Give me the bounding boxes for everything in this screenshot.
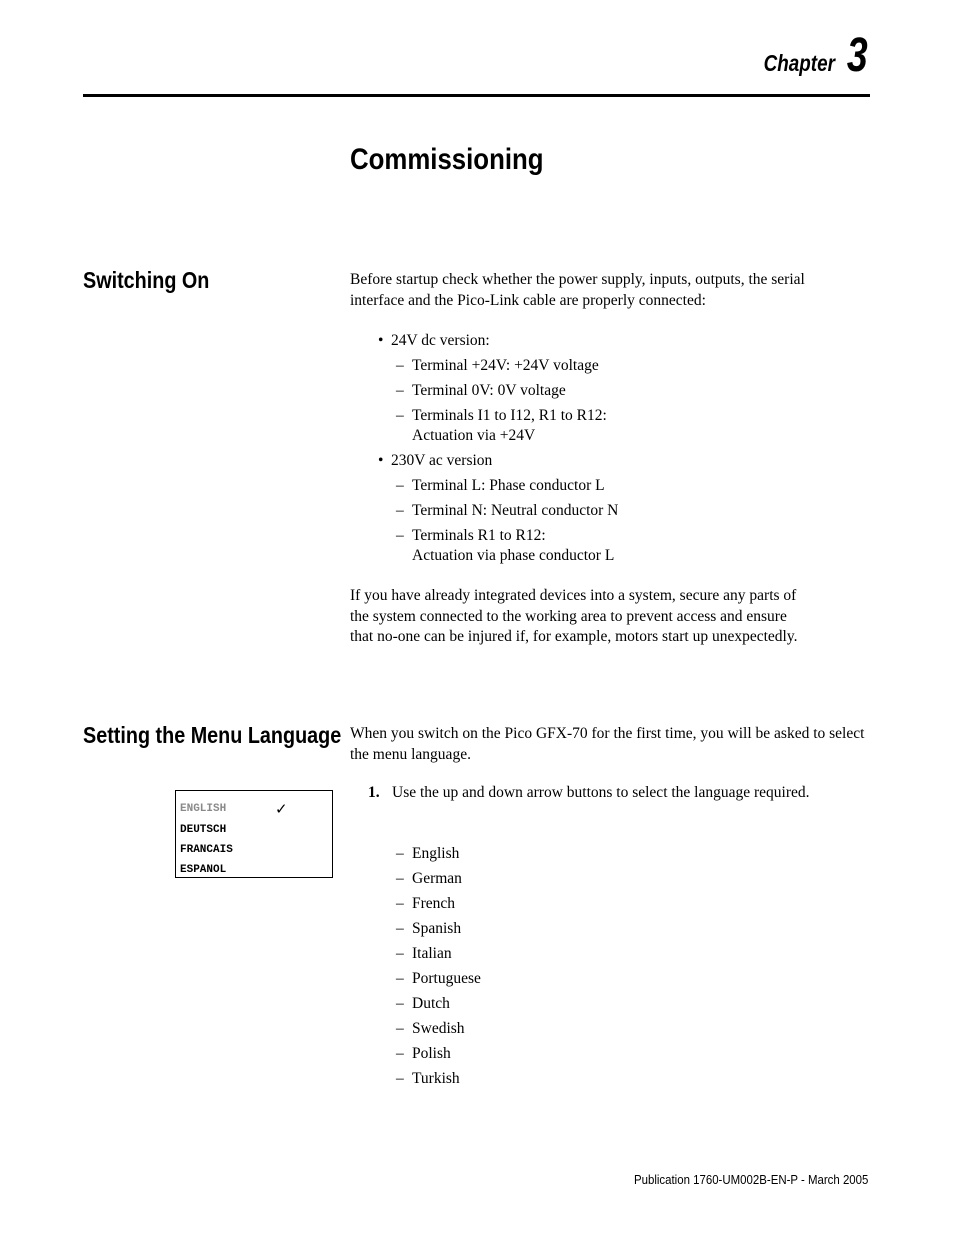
language-item <box>396 869 481 894</box>
language-item <box>396 919 481 944</box>
dash-icon: – <box>396 1045 404 1062</box>
header-rule <box>83 94 870 97</box>
list-item-text: Terminal 0V: 0V voltage <box>412 382 566 399</box>
language-label: Portuguese <box>412 970 481 987</box>
bullet-label: 24V dc version: <box>391 332 490 349</box>
language-label: Spanish <box>412 920 462 937</box>
publication-footer: Publication 1760-UM002B-EN-P - March 2005 <box>633 1172 868 1187</box>
dash-icon: – <box>396 920 404 937</box>
dash-icon: – <box>396 1020 404 1037</box>
dash-icon: – <box>396 382 404 399</box>
bullet-icon: • <box>378 332 384 349</box>
language-item <box>396 844 481 869</box>
language-label: French <box>412 895 456 912</box>
dash-icon: – <box>396 1070 404 1087</box>
dash-icon: – <box>396 870 404 887</box>
list-item-text: Terminal +24V: +24V voltage <box>412 357 599 374</box>
bullet-label: 230V ac version <box>391 452 493 469</box>
list-item-text: Terminal N: Neutral conductor N <box>412 502 619 519</box>
dash-icon: – <box>396 895 404 912</box>
language-list <box>396 844 481 1094</box>
language-label: Polish <box>412 1045 451 1062</box>
list-item-text: Terminals R1 to R12: <box>412 527 546 544</box>
language-item <box>396 894 481 919</box>
language-item <box>396 1019 481 1044</box>
list-item-text: Terminal L: Phase conductor L <box>412 477 605 494</box>
menu-language-intro: When you switch on the Pico GFX-70 for the first time, you will be asked to select the menu language. <box>350 725 865 763</box>
checkmark-icon: ✓ <box>275 800 288 818</box>
dash-icon: – <box>396 407 404 424</box>
list-item <box>396 476 605 496</box>
bullet-230v-ac <box>378 451 492 471</box>
chapter-label: Chapter <box>764 50 836 76</box>
dash-icon: – <box>396 477 404 494</box>
dash-icon: – <box>396 970 404 987</box>
display-row-espanol: ESPANOL <box>180 864 227 876</box>
step-text: Use the up and down arrow buttons to select the language required. <box>392 784 810 801</box>
list-item <box>396 356 599 376</box>
dash-icon: – <box>396 845 404 862</box>
list-item <box>396 526 614 566</box>
chapter-number: 3 <box>847 29 868 82</box>
language-label: English <box>412 845 460 862</box>
switching-on-warning: If you have already integrated devices into a system, secure any parts of the system connected to the working area to prevent access and ensure that no-one can be injured if, for example, motors start up unexpectedly. <box>350 587 798 645</box>
language-label: Turkish <box>412 1070 460 1087</box>
language-label: Swedish <box>412 1020 465 1037</box>
dash-icon: – <box>396 995 404 1012</box>
display-row-deutsch: DEUTSCH <box>180 824 227 836</box>
switching-on-heading: Switching On <box>83 267 210 293</box>
bullet-icon: • <box>378 452 384 469</box>
dash-icon: – <box>396 527 404 544</box>
language-label: German <box>412 870 462 887</box>
chapter-header <box>748 29 868 82</box>
list-item <box>396 381 566 401</box>
switching-on-intro: Before startup check whether the power supply, inputs, outputs, the serial interface and the Pico-Link cable are properly connected: <box>350 271 805 309</box>
list-item <box>396 406 607 446</box>
display-row-english: ENGLISH <box>180 803 227 815</box>
dash-icon: – <box>396 502 404 519</box>
language-label: Dutch <box>412 995 450 1012</box>
step-number: 1. <box>368 784 380 801</box>
menu-language-heading: Setting the Menu Language <box>83 722 342 748</box>
list-item-text-cont: Actuation via phase conductor L <box>412 547 615 564</box>
list-item-text: Terminals I1 to I12, R1 to R12: <box>412 407 607 424</box>
bullet-24v-dc <box>378 331 490 351</box>
language-item <box>396 944 481 969</box>
dash-icon: – <box>396 357 404 374</box>
language-item <box>396 1044 481 1069</box>
language-item <box>396 1069 481 1094</box>
list-item-text-cont: Actuation via +24V <box>412 427 536 444</box>
dash-icon: – <box>396 945 404 962</box>
language-item <box>396 969 481 994</box>
list-item <box>396 501 618 521</box>
language-item <box>396 994 481 1019</box>
display-row-francais: FRANCAIS <box>180 844 233 856</box>
language-display <box>175 790 333 878</box>
language-label: Italian <box>412 945 452 962</box>
page-title: Commissioning <box>350 143 544 176</box>
